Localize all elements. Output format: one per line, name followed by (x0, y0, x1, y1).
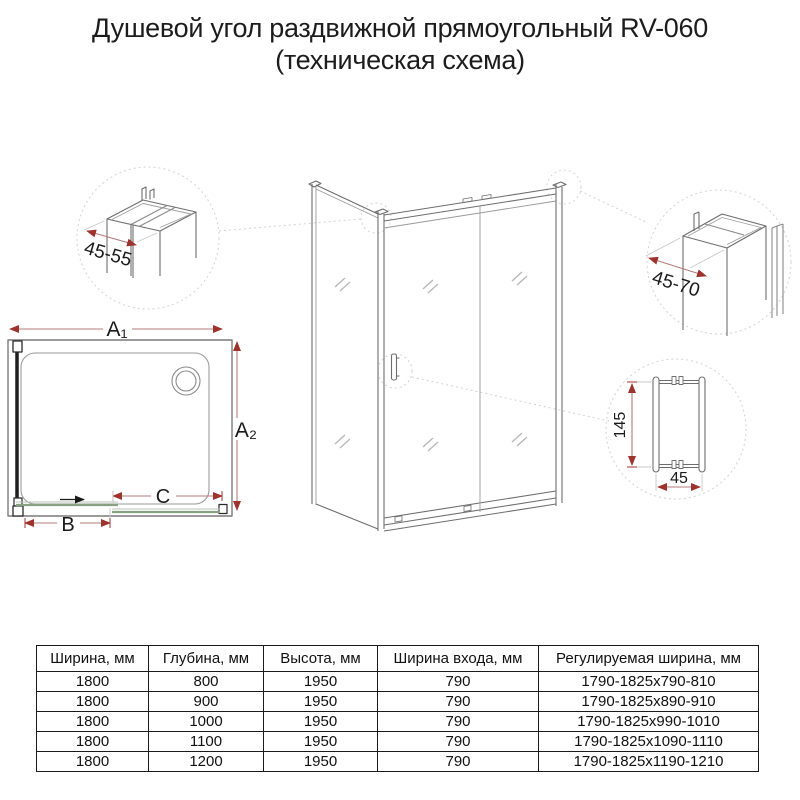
callout-circle-right-post (547, 170, 581, 204)
cell-depth: 1000 (149, 712, 264, 732)
cell-adjustable-width: 1790-1825x1090-1110 (539, 732, 759, 752)
cell-depth: 1200 (149, 752, 264, 772)
cell-adjustable-width: 1790-1825x990-1010 (539, 712, 759, 732)
leader-left (219, 219, 361, 231)
table-row (37, 712, 759, 732)
col-header-entry-width: Ширина входа, мм (378, 646, 539, 672)
cell-depth: 1100 (149, 732, 264, 752)
col-header-width: Ширина, мм (37, 646, 149, 672)
cell-entry-width: 790 (378, 712, 539, 732)
dim-label-handle-height: 145 (612, 411, 629, 439)
cell-entry-width: 790 (378, 752, 539, 772)
cell-adjustable-width: 1790-1825x890-910 (539, 692, 759, 712)
page-title-line2: (техническая схема) (275, 45, 525, 75)
plan-view (8, 318, 257, 536)
shower-3d-view (309, 181, 566, 531)
detail-bubble-right (647, 190, 791, 334)
handle-detail (612, 377, 705, 492)
table-row (37, 732, 759, 752)
size-table-header-row (37, 646, 759, 672)
size-table (36, 645, 759, 772)
cell-height: 1950 (264, 692, 378, 712)
door-handle (392, 354, 400, 380)
callout-circle-left-post (361, 203, 391, 233)
cell-width: 1800 (37, 752, 149, 772)
plan-dimensions (10, 329, 237, 528)
dim-label-plan-door: B (61, 514, 75, 536)
dim-label-right-profile: 45-70 (649, 267, 703, 302)
dim-label-handle-width: 45 (670, 470, 688, 487)
cell-height: 1950 (264, 752, 378, 772)
table-row (37, 692, 759, 712)
cell-height: 1950 (264, 672, 378, 692)
profile-detail-left (82, 187, 196, 278)
cell-entry-width: 790 (378, 732, 539, 752)
dim-label-plan-entry: C (155, 486, 171, 508)
col-header-adjustable-width: Регулируемая ширина, мм (539, 646, 759, 672)
cell-depth: 800 (149, 672, 264, 692)
leader-right (580, 191, 648, 223)
cell-width: 1800 (37, 712, 149, 732)
cell-height: 1950 (264, 712, 378, 732)
cell-entry-width: 790 (378, 672, 539, 692)
side-glass-panel (309, 181, 378, 529)
profile-detail-right (646, 212, 783, 336)
cell-width: 1800 (37, 672, 149, 692)
cell-width: 1800 (37, 732, 149, 752)
front-frame (375, 182, 566, 531)
drain-inner (176, 371, 196, 391)
dim-label-plan-width: A₁ (106, 318, 128, 341)
page-title-line1: Душевой угол раздвижной прямоугольный RV-060 (92, 13, 708, 43)
cell-adjustable-width: 1790-1825x790-810 (539, 672, 759, 692)
leader-handle (412, 377, 609, 421)
table-row (37, 752, 759, 772)
detail-bubble-left (77, 167, 219, 309)
cell-entry-width: 790 (378, 692, 539, 712)
cell-depth: 900 (149, 692, 264, 712)
dim-label-plan-depth: A₂ (234, 419, 258, 442)
table-row (37, 672, 759, 692)
cell-height: 1950 (264, 732, 378, 752)
col-header-depth: Глубина, мм (149, 646, 264, 672)
dim-label-left-profile: 45-55 (81, 237, 135, 272)
cell-adjustable-width: 1790-1825x1190-1210 (539, 752, 759, 772)
cell-width: 1800 (37, 692, 149, 712)
glass-marks (335, 272, 527, 451)
shower-tray (21, 353, 209, 504)
col-header-height: Высота, мм (264, 646, 378, 672)
